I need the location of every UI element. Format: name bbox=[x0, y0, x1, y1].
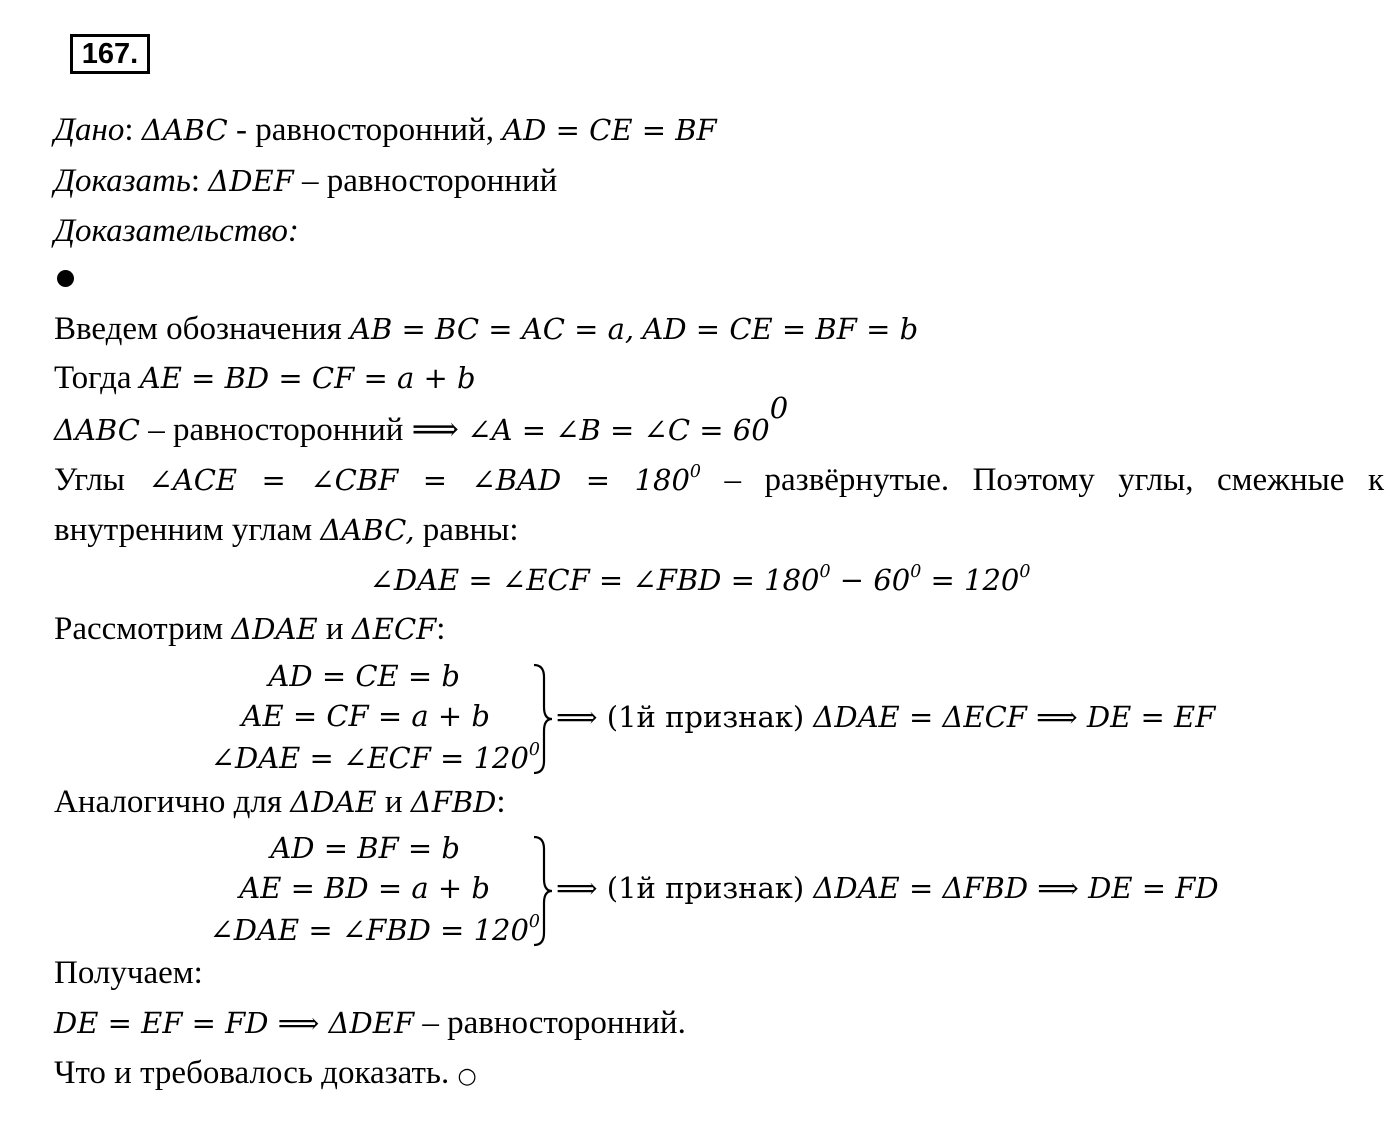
system1-row2: AE = CF = a + b bbox=[241, 699, 490, 733]
system2-block bbox=[100, 828, 540, 952]
straight-angles-text: – развёрнутые. Поэтому углы, смежные к bbox=[724, 462, 1384, 498]
system2-criterion: (1й признак) bbox=[597, 871, 814, 905]
straight-angles-word: Углы bbox=[54, 462, 125, 498]
straight-angles-line2 bbox=[54, 510, 519, 550]
consider1-t2: ΔECF bbox=[351, 612, 437, 646]
obtain-line: Получаем: bbox=[54, 955, 203, 991]
consider1-line bbox=[54, 609, 445, 649]
system1-criterion: (1й признак) bbox=[597, 700, 814, 734]
final-triangle: ΔDEF bbox=[328, 1006, 415, 1040]
system1-conclusion: DE = EF bbox=[1086, 700, 1216, 734]
equilateral-text: – равносторонний bbox=[139, 411, 412, 448]
system2-row3: ∠DAE = ∠FBD = $120^0$ bbox=[209, 911, 540, 947]
system2-arrow: ⟹ bbox=[556, 871, 598, 905]
system1-block bbox=[100, 656, 540, 780]
straight-angles-eq: ∠ACE = ∠CBF = ∠BAD = $180^0$ bbox=[148, 461, 701, 497]
system2-brace-icon bbox=[532, 835, 554, 947]
system1-row1: AD = CE = b bbox=[268, 659, 460, 693]
system2-row2: AE = BD = a + b bbox=[239, 871, 490, 905]
consider2-colon: : bbox=[496, 784, 506, 820]
consider2-and: и bbox=[376, 784, 411, 820]
straight-angles-line2-end: равны: bbox=[414, 512, 519, 548]
system1-conclusion-line bbox=[556, 697, 1215, 737]
equilateral-triangle: ΔABC bbox=[54, 412, 140, 447]
system1-row3: ∠DAE = ∠ECF = $120^0$ bbox=[210, 739, 540, 775]
proof-label: Доказательство: bbox=[54, 213, 299, 249]
notation-line bbox=[54, 309, 918, 349]
system2-conclusion: DE = FD bbox=[1088, 871, 1219, 905]
given-text: - равносторонний, bbox=[227, 112, 503, 148]
final-line bbox=[54, 1003, 686, 1043]
system2-conclusion-line bbox=[556, 868, 1219, 908]
qed-line bbox=[54, 1053, 477, 1097]
then-text: Тогда bbox=[54, 360, 140, 396]
system1-arrow: ⟹ bbox=[556, 700, 598, 734]
consider2-t1: ΔDAE bbox=[290, 785, 377, 819]
system2-arrow2: ⟹ bbox=[1028, 871, 1089, 905]
notation-text: Введем обозначения bbox=[54, 311, 350, 347]
prove-text: – равносторонний bbox=[293, 163, 558, 199]
qed-text: Что и требовалось доказать. bbox=[54, 1055, 450, 1091]
final-text: – равносторонний. bbox=[414, 1005, 686, 1041]
straight-angles-line2-triangle: ΔABC, bbox=[320, 513, 415, 547]
notation-eq1: AB = BC = AC = a, bbox=[350, 312, 635, 346]
prove-line bbox=[54, 161, 557, 201]
given-label: Дано bbox=[54, 112, 125, 148]
equilateral-degree: 0 bbox=[769, 391, 789, 425]
consider1-t1: ΔDAE bbox=[231, 612, 318, 646]
then-line bbox=[54, 358, 476, 398]
consider1-and: и bbox=[317, 611, 352, 647]
system1-arrow2: ⟹ bbox=[1026, 700, 1087, 734]
qed-circle-icon: ○ bbox=[457, 1064, 477, 1089]
given-equality: AD = CE = BF bbox=[502, 113, 717, 147]
consider2-t2: ΔFBD bbox=[410, 785, 497, 819]
consider2-line bbox=[54, 782, 506, 822]
system2-row1: AD = BF = b bbox=[270, 831, 460, 865]
final-eq: DE = EF = FD bbox=[54, 1006, 269, 1040]
notation-eq2: AD = CE = BF = b bbox=[642, 312, 919, 346]
adjacent-angles-formula: ∠DAE = ∠ECF = ∠FBD = $180^0 - 60^0 = 120^0$ bbox=[369, 561, 1031, 597]
straight-angles-line2-text: внутренним углам bbox=[54, 512, 321, 548]
then-eq: AE = BD = CF = a + b bbox=[139, 361, 476, 395]
consider1-text: Рассмотрим bbox=[54, 611, 232, 647]
bullet-icon bbox=[57, 270, 74, 287]
prove-triangle: ΔDEF bbox=[208, 164, 294, 198]
system1-result: ΔDAE = ΔECF bbox=[813, 700, 1027, 734]
system1-brace-icon bbox=[532, 663, 554, 775]
prove-label: Доказать bbox=[54, 163, 191, 199]
equilateral-line bbox=[54, 391, 789, 450]
given-line bbox=[54, 110, 717, 150]
given-colon: : bbox=[124, 112, 134, 148]
final-arrow: ⟹ bbox=[268, 1006, 329, 1040]
consider2-text: Аналогично для bbox=[54, 784, 291, 820]
equilateral-angles: ∠A = ∠B = ∠C = 60 bbox=[467, 412, 770, 447]
equilateral-arrow: ⟹ bbox=[411, 411, 459, 448]
consider1-colon: : bbox=[436, 611, 446, 647]
task-number: 167. bbox=[70, 34, 150, 74]
system2-result: ΔDAE = ΔFBD bbox=[813, 871, 1029, 905]
given-triangle: ΔABC bbox=[141, 113, 228, 147]
prove-colon: : bbox=[190, 163, 201, 199]
